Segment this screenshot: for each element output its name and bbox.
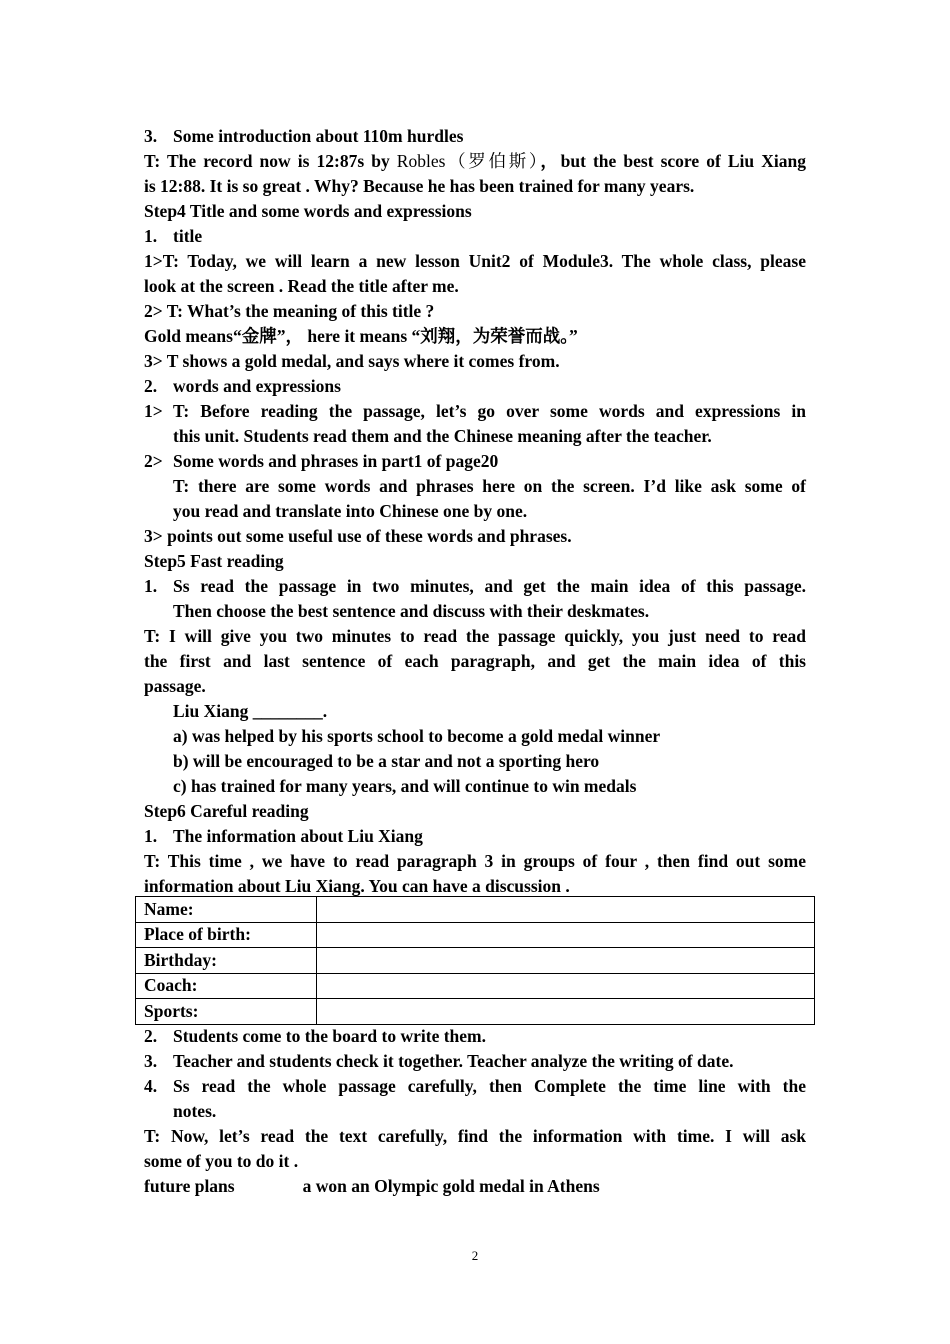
step6-heading: Step6 Careful reading bbox=[144, 801, 309, 821]
option-c: c) has trained for many years, and will continue to win medals bbox=[173, 776, 637, 796]
paragraph-line: 3> T shows a gold medal, and says where it comes from. bbox=[144, 351, 560, 371]
paragraph-line: T: Now, let’s read the text carefully, find the information with time. I will ask bbox=[144, 1126, 806, 1146]
paragraph-line: passage. bbox=[144, 676, 206, 696]
step5-heading: Step5 Fast reading bbox=[144, 551, 284, 571]
table-value-cell[interactable] bbox=[317, 948, 815, 974]
page-number: 2 bbox=[471, 1248, 479, 1263]
paragraph-line: look at the screen . Read the title after me. bbox=[144, 276, 459, 296]
list-item: 3. Teacher and students check it together. Teacher analyze the writing of date. bbox=[144, 1051, 734, 1071]
table-row bbox=[136, 999, 815, 1025]
table-label: Birthday: bbox=[136, 948, 317, 974]
list-item: 1. Ss read the passage in two minutes, and get the main idea of this passage. bbox=[144, 576, 806, 596]
table-label: Sports: bbox=[136, 999, 317, 1025]
paragraph-line: 2> T: What’s the meaning of this title ? bbox=[144, 301, 435, 321]
document-body bbox=[144, 124, 806, 899]
paragraph-line: 1>T: Today, we will learn a new lesson Unit2 of Module3. The whole class, please bbox=[144, 251, 806, 271]
paragraph-line: Then choose the best sentence and discuss with their deskmates. bbox=[173, 601, 650, 621]
paragraph-line: notes. bbox=[173, 1101, 217, 1121]
list-item: 1. The information about Liu Xiang bbox=[144, 826, 423, 846]
paragraph-line: the first and last sentence of each paragraph, and get the main idea of this bbox=[144, 651, 806, 671]
paragraph-line: this unit. Students read them and the Chinese meaning after the teacher. bbox=[173, 426, 712, 446]
list-item: 4. Ss read the whole passage carefully, then Complete the time line with the bbox=[144, 1076, 806, 1096]
table-row bbox=[136, 948, 815, 974]
list-item: 2> Some words and phrases in part1 of page20 bbox=[144, 451, 499, 471]
table-label: Place of birth: bbox=[136, 922, 317, 948]
paragraph-line: 3> points out some useful use of these words and phrases. bbox=[144, 526, 572, 546]
step4-heading: Step4 Title and some words and expressions bbox=[144, 201, 472, 221]
paragraph-line: information about Liu Xiang. You can have a discussion . bbox=[144, 876, 570, 896]
table-value-cell[interactable] bbox=[317, 999, 815, 1025]
table-label: Coach: bbox=[136, 973, 317, 999]
table-row bbox=[136, 973, 815, 999]
question-stem: Liu Xiang ________. bbox=[173, 701, 328, 721]
info-table bbox=[135, 896, 815, 1025]
document-body-lower bbox=[144, 1024, 806, 1199]
list-item: 1> T: Before reading the passage, let’s go over some words and expressions in bbox=[144, 401, 806, 421]
table-value-cell[interactable] bbox=[317, 973, 815, 999]
list-item: 2. Students come to the board to write them. bbox=[144, 1026, 487, 1046]
paragraph-line: T: The record now is 12:87s by Robles（罗伯斯），but the best score of Liu Xiang bbox=[144, 151, 806, 171]
table-row bbox=[136, 922, 815, 948]
paragraph-line: Gold means“金牌”， here it means “刘翔，为荣誉而战。” bbox=[144, 326, 578, 346]
paragraph-line: is 12:88. It is so great . Why? Because he has been trained for many years. bbox=[144, 176, 695, 196]
paragraph-line: T: there are some words and phrases here on the screen. I’d like ask some of bbox=[173, 476, 806, 496]
list-item: 1. title bbox=[144, 226, 203, 246]
paragraph-line: T: This time , we have to read paragraph 3 in groups of four , then find out some bbox=[144, 851, 806, 871]
timeline-row: future plans a won an Olympic gold medal in Athens bbox=[144, 1176, 600, 1196]
heading-110m-hurdles: 3. Some introduction about 110m hurdles bbox=[144, 126, 464, 146]
table-value-cell[interactable] bbox=[317, 922, 815, 948]
table-label: Name: bbox=[136, 897, 317, 923]
table-row bbox=[136, 897, 815, 923]
paragraph-line: you read and translate into Chinese one by one. bbox=[173, 501, 528, 521]
paragraph-line: some of you to do it . bbox=[144, 1151, 299, 1171]
table-value-cell[interactable] bbox=[317, 897, 815, 923]
paragraph-line: T: I will give you two minutes to read the passage quickly, you just need to read bbox=[144, 626, 806, 646]
option-b: b) will be encouraged to be a star and not a sporting hero bbox=[173, 751, 600, 771]
list-item: 2. words and expressions bbox=[144, 376, 341, 396]
option-a: a) was helped by his sports school to become a gold medal winner bbox=[173, 726, 661, 746]
